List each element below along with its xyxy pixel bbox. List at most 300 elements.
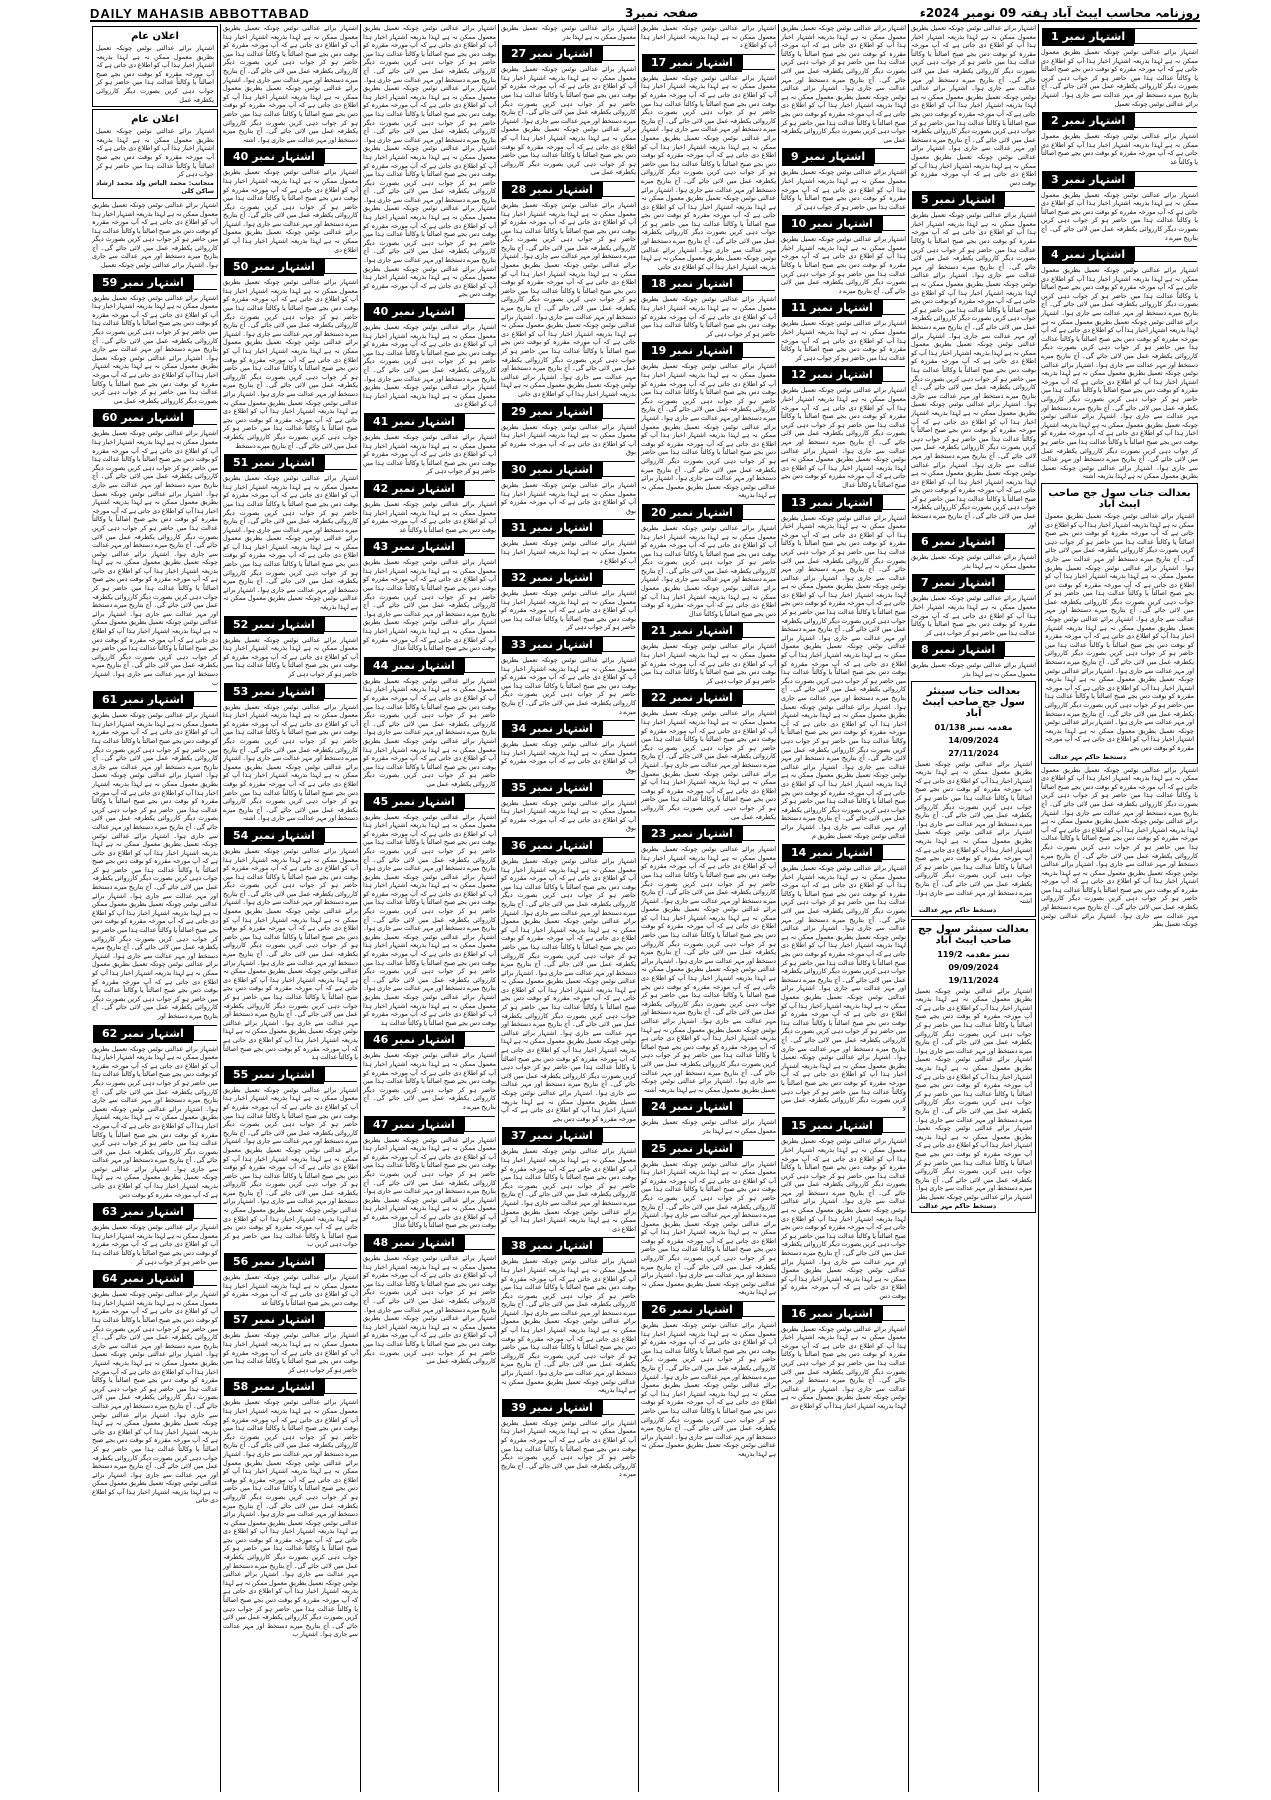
notice	[501, 519, 636, 565]
notice	[641, 54, 776, 272]
notice-number-badge: اشتہار نمبر 16	[782, 1305, 882, 1323]
notice-number-badge: اشتہار نمبر 31	[502, 519, 602, 537]
notice-number-badge: اشتہار نمبر 47	[364, 1116, 464, 1134]
notice-header-bar	[464, 538, 495, 554]
notice-header-bar	[742, 275, 775, 291]
notice-number-badge: اشتہار نمبر 21	[642, 622, 742, 640]
notice-header	[642, 275, 775, 293]
notice-number-badge: اشتہار نمبر 19	[642, 342, 742, 360]
notice	[223, 24, 358, 144]
notice	[1041, 28, 1198, 108]
notice-body-text: اشتہار برائے عدالتی نوٹس چونکہ تعمیل بطریق معمول ممکن نہ ہے لہذا بذریعہ اشتہار اخبار ہذا آپ کو اطلاع دی جاتی ہے کہ آپ مورخہ مقررہ کو بوقت دس بجے صبح اصالتاً یا وکالتاً عدالت ہذا میں حاضر ہو کر جواب دہی کریں بصورت دیگر کارروائی یکطرفہ عمل میں لائی جائے گی۔ آج بتاریخ میرے دستخط اور مہر عدالت سے جاری ہوا۔ اشتہار برائے عدالتی نوٹس چونکہ تعمیل بطریق معمول ممکن نہ ہے لہذا بذریعہ اشتہار اخبار ہذا آپ کو اطلاع دی	[223, 168, 358, 254]
notice-number-badge: اشتہار نمبر 41	[364, 413, 464, 431]
notice	[363, 657, 496, 789]
notice-header	[912, 641, 1035, 659]
notice	[363, 793, 496, 1028]
notice-header-bar	[324, 1378, 357, 1394]
notice-body-text: اشتہار برائے عدالتی نوٹس چونکہ تعمیل بطریق معمول ممکن نہ ہے لہذا بذریعہ اشتہار اخبار ہذا آپ کو اطلاع دی جاتی ہے کہ آپ مورخہ مقررہ کو بوقت دس بجے صبح اصالتاً یا وکالتاً عدالت ہذا میں حاضر ہو کر جواب دہی کر	[223, 635, 358, 678]
notice-body-text: اشتہار برائے عدالتی نوٹس چونکہ تعمیل بطریق معمول ممکن نہ ہے لہذا بذریعہ اشتہار اخبار ہذا آپ کو اطلاع دی جاتی ہے کہ آپ مورخہ مقررہ کو بوقت دس بجے صبح اصالتاً یا وکالتاً عدالت ہذا میں حاضر ہو کر جواب دہی کریں بصورت دیگر کارروائی یکطرفہ عمل میں لائی جائے گی۔ آج بتاریخ میرے دستخط اور مہر عدالت سے جاری ہوا۔ اشتہار برائے عدالتی نوٹس چونکہ تعمیل بطریق معمول ممکن نہ ہے لہذا بذریعہ اشتہار اخبار ہذا آپ کو اطلاع دی جاتی ہے کہ آپ مورخہ مقررہ کو بوقت دس بجے صبح اصالتاً یا وکالتاً عدالت ہذا میں حاضر ہو کر جواب دہی کریں بصورت دیگر کارروائی یکطرفہ عمل میں لائی جائے گی۔ آج بتاریخ میرے دستخط اور مہر عدالت سے جاری ہوا۔ اشتہار برائے عدالتی نوٹس چونکہ تعمیل بطریق معمول ممکن نہ ہے لہذا بذریعہ اشتہار اخبار ہذا آپ کو اطلاع دی جاتی ہے کہ آپ مورخہ مقررہ کو بوقت دس بجے صبح اصالتاً یا وکالتاً عدالت ہذا میں حاضر ہو کر جواب دہی کریں بصورت دیگر کارروائی یکطرفہ عمل میں لائی جائے گی۔ آج بتاریخ میرے دستخط اور مہر عدالت سے جاری ہوا۔ اشتہار برائے عدالتی نوٹس چونکہ تعمیل بطریق معمول ممکن نہ ہے لہذا بذریعہ اشتہار اخبار ہذا آپ کو اطلاع دی جاتی ہے کہ آپ مورخہ مقررہ کو بوقت دس بجے صبح اصالتاً یا وکالتاً عدالت ہذا میں حاضر ہو کر جواب دہی کریں بصورت دیگر کارروائی یکطرفہ عمل میں لائی جائے گی۔ آج بتاریخ میرے دستخط اور مہر عدالت سے جاری ہوا۔ اشتہار برائے عدالتی نوٹس چونکہ تعمیل بطریق معمول ممکن نہ ہے لہذا بذریعہ اشتہ	[641, 845, 776, 1094]
notice	[781, 844, 906, 1113]
notice-body-text: اشتہار برائے عدالتی نوٹس چونکہ تعمیل بطریق معمول ممکن نہ ہے لہذا بذریعہ اشتہار اخبار ہذا آپ کو اطلاع دی جاتی ہے کہ آپ مورخہ مقررہ کو بوقت دس بجے صبح اصالتاً یا وکالتاً عدالت ہذا میں حاضر ہو کر جواب دہی کر	[781, 319, 906, 362]
notice-body-text: اشتہار برائے عدالتی نوٹس چونکہ تعمیل بطریق معمول ممکن نہ ہے لہذا بذریعہ اشتہار اخبار ہذا آپ کو اطلاع دی جاتی ہے کہ آپ مورخہ مقررہ کو بوقت دس بجے صبح اصالتاً یا وکالتاً عدالت ہذا میں حاضر ہو کر جواب دہی کر	[641, 295, 776, 338]
notice-number-badge: اشتہار نمبر 30	[502, 461, 602, 479]
notice-body-text: اشتہار برائے عدالتی نوٹس چونکہ تعمیل بطریق معمول ممکن نہ ہے لہذا بذر	[911, 661, 1036, 678]
notice-body-text: اشتہار برائے عدالتی نوٹس چونکہ تعمیل بطریق معمول ممکن نہ ہے لہذا بذریعہ اشتہار اخبار ہذا آپ کو اطلاع دی جاتی ہے کہ آپ مورخہ مقررہ کو بوقت دس بجے صبح اصالتاً یا وکالتاً عدالت ہذا میں حاضر ہو کر جواب دہی کریں بصورت دیگر کارروائی یکطرفہ عمل میں لائی جائے گی۔ آج بتاریخ میرے دستخط اور مہر عدالت سے جاری ہوا۔ اشتہار برائے عدالتی نوٹس چونکہ تعمیل بطریق معمول ممکن نہ ہے لہذا بذریعہ اشتہار اخبار ہذا آپ کو اطلاع دی جاتی ہے کہ آپ مورخہ مقررہ کو بوقت دس بجے صبح اصالتاً یا وکالتاً عدالت ہذا میں حاضر ہو کر جواب دہی کریں بصورت دیگر کارروائی یکطرفہ عمل میں لائی جائے گی۔ آج بتاریخ میرے دستخط اور مہر عدالت سے جاری ہوا۔ اشتہار برائے عدالتی نوٹس چونکہ تعمیل بطریق معمول ممکن نہ ہے لہذا بذریعہ اشتہار اخبار ہذا آپ کو اطلاع دی جاتی ہے کہ آپ مورخہ مقررہ کو بوقت دس بجے صبح اصالتاً یا وکالتاً عدالت ہذا میں حاضر ہو کر جواب دہی کریں بصورت دیگر کارروائی یکطرفہ عمل میں لائی جائے گی۔ آج بتاریخ میرے دستخط اور مہر عدالت سے جاری ہوا۔ اشتہار برائے عدالتی نوٹس چونکہ تعمیل بطریق معمول ممکن نہ ہے لہذا بذریعہ اشتہار اخبار ہذا آپ کو اطلاع دی جاتی	[92, 1290, 218, 1505]
notice	[501, 837, 636, 1123]
notice-body-text: اشتہار برائے عدالتی نوٹس چونکہ تعمیل بطریق معمول ممکن نہ ہے لہذا بذریعہ اشتہار اخبار ہذا آپ کو اطلاع دی جاتی ہے کہ آپ مورخہ مقررہ کو بوقت دس بجے صبح اصالتاً یا وکالتاً عدالت ہذا میں حاضر ہو کر جواب دہی کر	[501, 589, 636, 632]
notice-body-text: اشتہار برائے عدالتی نوٹس چونکہ تعمیل بطریق معمول ممکن نہ ہے لہذا بذریعہ اشتہار اخبار ہذا آپ کو اطلاع دی جاتی ہے کہ آپ مورخہ مقررہ کو بوقت دس بجے صبح اصالتاً یا وکالتاً عدالت ہذا میں حاضر ہو کر جواب دہی کریں بصورت دیگر کارروائی یکطرفہ عمل میں لائی جائے گی۔ آج بتاریخ میرے دستخط اور مہر عدالت سے جاری ہوا۔ اشتہار برائے عدالتی نوٹس چونکہ تعمیل بطریق معمول ممکن نہ ہے لہذا بذریعہ اشتہار اخبار ہذا آپ کو اطلاع دی جاتی ہے کہ آپ مورخہ مقررہ کو بوقت دس بجے صبح اصالتاً یا وکالتاً عدالت ہذا میں حاضر ہو کر جواب دہی کریں بصورت دیگر کارروائی یکطرفہ عمل میں لائی جائے گی۔ آج بتاریخ میرے دستخط اور مہر عدالت سے جاری ہوا۔ اشتہار برائے عدالتی نوٹس چونکہ تعمیل بطریق معمول ممکن نہ ہے لہذا بذریعہ اشتہار اخبار ہذا آپ کو اطلاع دی جاتی ہے کہ آپ مورخہ مقررہ کو بوقت دس بجے صبح اصالتاً یا وکالتاً عدالت ہذا میں حاضر ہو کر جواب دہی کریں بصورت دیگر کارروائی یکطرفہ عمل میں لائی جائے گی۔ آج بتاریخ میرے دستخط اور مہر عدالت سے جاری ہوا۔ اشتہار برائے عدالتی نوٹس چونکہ تعمیل بطریق معمول ممکن نہ ہے لہذا بذریعہ اشتہار اخبار ہذا آپ کو اطلاع دی جاتی ہے کہ آپ مورخہ مقررہ کو بوقت دس بجے صبح اصالتاً یا وکالتاً عدالت ہذا میں حاضر ہو کر جواب دہی کریں بصورت دیگر کارروائی یکطرفہ عمل میں لائی جائے گی۔ آج بتاریخ میرے دستخط اور مہر عدالت سے جاری ہوا۔ اشتہار ب	[92, 429, 218, 687]
notice-body-text: اشتہار برائے عدالتی نوٹس چونکہ تعمیل بطریق معمول ممکن نہ ہے لہذا بذریعہ اشتہار اخبار ہذا آپ کو اطلاع دی جاتی ہے کہ آپ مورخہ مقررہ کو بوقت دس بجے صبح اصالتاً یا وکالتاً عدالت ہذا میں حاضر ہو کر جواب دہی کریں بصورت دیگر کارروائی یکطرفہ عمل میں لائی جائے گی۔ آج بتاریخ میرے دستخط اور مہر عدالت سے جاری ہوا۔ اشتہار برائے عدالتی نوٹس چونکہ تعمیل بطریق معمول ممکن نہ ہے لہذا بذریعہ اشتہار اخبار ہذا آپ کو اطلاع دی جاتی ہے کہ آپ مورخہ مقررہ کو بوقت دس بجے صبح اصالتاً یا وکالتاً عدالت ہذا میں حاضر ہو کر جواب دہی کریں بصورت دیگر کارروائی یکطرفہ عمل میں لائی جائے گی۔ آج بتاریخ میرے دستخط اور مہر عدالت سے جاری ہوا۔ اشتہار برائے عدالتی نوٹس چونکہ تعمیل بطریق معمول ممکن نہ ہے لہذا بذریعہ اشتہار اخبار ہذا آپ کو اطلاع دی جاتی ہے کہ آپ مورخہ مقررہ کو بوقت دس بجے صبح اصالتاً یا وکالتاً عدالت ہذا میں حاضر ہو کر جواب دہی کریں بصورت دیگر کارروائی یکطرفہ عمل میں لائی جائے گی۔ آج بتاریخ میرے دستخط اور مہر عدالت سے جاری ہوا۔ اشتہار برائے عدالتی نوٹس چونکہ تعمیل بطریق معمول ممکن نہ ہے لہذا بذریعہ اشتہار اخبار ہذا آپ کو اطلاع دی جاتی	[501, 200, 636, 398]
notice-number-badge: اشتہار نمبر 63	[93, 1203, 193, 1221]
notice-number-badge: اشتہار نمبر 38	[502, 1237, 602, 1255]
notice-number-badge: اشتہار نمبر 18	[642, 275, 742, 293]
notice-header	[224, 1378, 357, 1396]
notice-body-text: اشتہار برائے عدالتی نوٹس چونکہ تعمیل بطریق معمول ممکن نہ ہے لہذا بذریعہ اشتہار اخبار ہذا آپ کو اطلاع دی جاتی ہے کہ آپ مورخہ مقررہ کو بوقت دس بجے صبح اصالتاً یا وکالتاً عدالت ہذا میں حاضر ہو کر جواب دہی کریں بصورت دیگر کارروائی یکطرفہ عمل میں لائی جائے گی۔ آج بتاریخ میرے دستخط اور مہر عدالت سے جاری ہوا۔ اشتہار برائے عدالتی نوٹس چونکہ تعمیل بطریق معمول ممکن نہ ہے لہذا بذریعہ اشتہار اخبار ہذا آپ کو اطلاع دی جاتی ہے کہ آپ مورخہ مقررہ کو بوقت دس بجے صبح اصالتاً یا وکالتاً عدالت ہذا میں حاضر ہو کر جواب دہی کریں بصورت دیگر کارروائی یکطرفہ عمل میں لائی جائے گی۔ آج بتاریخ میرے دستخط اور مہر عدالت سے جاری ہوا۔ اشتہار برائے عدالتی نوٹس چونکہ تعمیل بطریق معمول ممکن نہ ہے لہذا بذریعہ اشتہار اخبار ہذا آپ کو اطلاع دی جاتی ہے کہ آپ مورخہ مقررہ کو بوقت دس	[911, 24, 1036, 187]
notice-header	[912, 191, 1035, 209]
notice-header-bar	[464, 413, 495, 429]
judge-signature: دستخط حاکم مہر عدالت	[919, 1201, 997, 1210]
notice-header	[782, 215, 905, 233]
notice-number-badge: اشتہار نمبر 8	[912, 641, 1004, 659]
notice-body-text: اشتہار برائے عدالتی نوٹس چونکہ تعمیل بطریق معمول ممکن نہ ہے لہذا بذریعہ اشتہار اخبار ہذا آپ کو اطلاع دی جاتی ہے کہ آپ مورخہ مقررہ کو بوقت دس بجے صبح اصالتاً یا وکالتاً عدالت ہذا میں حاضر ہو کر جواب دہی کریں بصورت دیگر کارروائی یکطرفہ عمل میں لائی جائے گی۔ آج بتاریخ میرے دستخط اور مہر عدالت سے جاری ہوا۔ اشتہار برائے عدالتی نوٹس چونکہ تعمیل	[92, 200, 218, 270]
notice-header-bar	[742, 1098, 775, 1114]
notice-body-text: اشتہار برائے عدالتی نوٹس چونکہ تعمیل بطریق معمول ممکن نہ ہے لہذا بذریعہ اشتہار اخبار ہذا آپ کو اطلاع دی جاتی ہے کہ آپ مورخہ مقررہ کو بوق	[501, 480, 636, 515]
notice-header	[502, 45, 635, 63]
notice-header	[93, 1270, 217, 1288]
notice-body-text: اشتہار برائے عدالتی نوٹس چونکہ تعمیل بطریق معمول ممکن نہ ہے لہذا بذریعہ اشتہار اخبار ہذا آپ کو اطلاع دی جاتی ہے کہ آپ مورخہ مقررہ کو بوقت دس بجے صبح اصالتاً یا وکالتاً عدالت ہذا میں حاضر ہو کر جواب دہی کریں بصورت دیگر کارروائی یکطرفہ عمل میں لائی جائے گی۔ آج بتاریخ میرے دستخط اور مہر عدالت سے جاری ہوا۔ اشتہار برائے عدالتی نوٹس چونکہ تعمیل بطریق معمول ممکن نہ ہے لہذا بذریعہ اشتہار اخبار ہذا آپ کو اطلاع دی جاتی ہے کہ آپ مورخہ مقررہ کو بوقت دس بجے صبح اصالتاً یا وکالتاً عدالت ہذا میں حاضر ہو کر جواب دہی کریں بصورت دیگر کارروائی یکطرفہ عمل میں لائی جائے گی۔ آج بتاریخ میرے دستخط اور مہر عدالت سے جاری ہوا۔ اشتہار برائے عدالتی نوٹس چونکہ تعمیل بطریق معمول ممکن نہ ہے لہذا بذریعہ	[223, 474, 358, 612]
notice-header-bar	[1004, 641, 1035, 657]
notice-body-text: اشتہار برائے عدالتی نوٹس چونکہ تعمیل بطریق معمول ممکن نہ ہے لہذا بذریعہ اشتہار اخبار ہذا آپ کو اطلاع دی جاتی ہے کہ آپ مورخہ مقررہ کو بوقت دس بجے صبح اصالتاً یا وکالتاً عدالت ہذا میں حاضر ہو کر جواب دہی کر	[781, 168, 906, 211]
notice-number-badge: اشتہار نمبر 26	[642, 1301, 742, 1319]
notice-body-text: اشتہار برائے عدالتی نوٹس چونکہ تعمیل بطریق معمول ممکن نہ ہے لہذا بذریعہ اشتہار اخبار ہذا آپ کو اطلاع دی جاتی ہے کہ آپ مورخہ مقررہ کو بوقت دس بجے صبح اصالتاً یا وکالتاً عدالت ہذا میں حاضر ہو کر جواب دہی کریں بصورت دیگر کارروائی یکطرفہ عمل	[96, 44, 214, 104]
notice-body-text: اشتہار برائے عدالتی نوٹس چونکہ تعمیل بطریق معمول ممکن نہ ہے لہذا بذریعہ اشتہار اخبار ہذا آپ کو اطلاع دی جاتی ہے کہ آپ مورخہ مقررہ کو بوقت دس بجے صبح اصالتاً یا وکالتاً عدالت ہذا میں حاضر ہو کر جواب دہی کریں بصورت دیگر کارروائی یکطرفہ عمل میں لائی جائے گی۔ آج بتاریخ میرے دستخط اور مہر عدالت سے جاری ہوا۔ اشتہار برائے عدالتی نوٹس چونکہ تعمیل بطریق معمول ممکن نہ ہے لہذا بذریعہ اشتہار اخبار ہذا آپ کو اطلاع دی جاتی ہے کہ آپ مورخہ مقررہ کو بوقت دس بجے صبح اصالتاً یا وکالتاً عدالت ہذا میں حاضر ہو کر جواب دہی کریں بصورت دیگر کارروائی یکطرفہ عمل میں لائی جائے گی۔ آج بتاریخ میرے دستخط اور مہر عدالت سے جاری ہوا۔ اشتہار برائے عدالتی نوٹس چونکہ تعمیل بطریق معمول ممکن نہ ہے لہذا بذریعہ اشتہار اخبار ہذا آپ کو اطلاع دی جاتی ہے کہ آپ مورخہ مقررہ کو بوقت دس بجے صبح اصالتاً یا وکالتاً عدالت ہذا میں حاضر ہو کر جواب دہی کریں بصورت دیگر کارروائی یکطرفہ عمل میں لائی جائے گی۔ آج بتاریخ میرے دستخط اور مہر عدالت سے جاری ہوا۔ اشتہار برائے عدالتی نوٹس چونکہ تعمیل بطریق معمول ممکن نہ ہے لہذا بذریعہ اشتہار اخبار ہذا آپ کو اطلاع دی جاتی ہے کہ آپ مورخہ مقررہ کو بوقت دس بجے صبح اصالتاً یا وکالتاً عدالت ہذا میں حاضر ہو کر جواب دہی کریں بصورت دیگر کارروائی یکطرفہ عمل میں لائی جائے گی۔ آج بتاریخ میرے دستخط اور مہر عدالت سے جاری ہوا۔ اشتہار ب	[223, 1398, 358, 1639]
notice-number-badge: اشتہار نمبر 9	[782, 148, 874, 166]
notice-body-text: اشتہار برائے عدالتی نوٹس چونکہ تعمیل بطریق معمول ممکن نہ ہے لہذا بذریعہ اشتہار اخبار ہذا آپ کو اطلاع دی جاتی ہے کہ آپ مورخہ مقررہ کو بوقت دس بجے صبح اصالتاً یا وکالتاً عدالت ہذا میں حاضر ہو کر جواب دہی کریں بصورت دیگر کارروائی یکطرفہ عمل میں لائی جائے گی۔ آج بتاریخ میرے د	[501, 1418, 636, 1479]
notice-body-text: اشتہار برائے عدالتی نوٹس چونکہ تعمیل بطریق معمول ممکن نہ ہے لہذا بذریعہ اشتہار اخبار ہذا آپ کو اطلاع دی جاتی ہے کہ آپ مورخہ مقررہ کو بوق	[501, 422, 636, 457]
notice-body-text: اشتہار برائے عدالتی نوٹس چونکہ تعمیل بطریق معمول ممکن نہ ہے لہذا بذریعہ اشتہار اخبار ہذا آپ کو اطلاع دی جاتی ہے کہ آپ مورخہ مقررہ کو بوقت دس بجے صبح اصالتاً یا وکالتاً عدالت ہذا میں حاضر ہو کر جواب دہی کریں بصورت دیگر کارروائی یکطرفہ عمل میں لائی جائے گی۔ آج بتاریخ میرے د	[781, 235, 906, 295]
notice-header-bar	[193, 274, 217, 290]
notice-number-badge: اشتہار نمبر 62	[93, 1025, 193, 1043]
masthead-rule	[90, 20, 1200, 22]
notice-header-bar	[602, 779, 635, 795]
notice-body-text: اشتہار برائے عدالتی نوٹس چونکہ تعمیل بطریق معمول ممکن نہ ہے لہذا بذریعہ اشتہار اخبار ہذا آپ کو اطلاع دی جاتی ہے کہ آپ مورخہ مقررہ کو بوقت دس بجے صبح اصالتاً یا وکالتاً عدالت ہذا میں حاضر ہو کر جواب دہی کریں بصورت دیگر کارروائی یکطرفہ عمل میں لائی جائے گی۔ آج بتاریخ میرے دستخط اور مہر عدالت سے جاری ہوا۔ اشتہار برائے عدالتی نوٹس چونکہ تعمیل بطریق معمول ممکن نہ ہے لہذا بذریعہ اشتہار اخبار ہذا آپ کو اطلاع دی جاتی ہے کہ آپ مورخہ مقررہ کو بوقت دس بجے صبح اصالتاً یا وکالتاً عدالت ہذا میں حاضر ہو کر جواب دہی کریں بصورت دیگر کارروائی یکطرفہ عمل میں لائی جائے گی۔ آج بتاریخ میرے دستخط اور مہر عدالت سے جاری ہوا۔ اشتہار برائے عدالتی نوٹس چونکہ تعمیل بطریق معمول ممکن نہ ہے لہذا بذریعہ اشتہار اخبار ہذا آپ کو اطلاع دی جاتی ہے کہ آپ مورخہ مقررہ کو بوقت دس بجے صبح اصالتاً یا وکالتاً عدالت ہذا میں حاضر ہو کر جواب دہی کریں بصورت دیگر کارروائی یکطرفہ عمل میں لائی جائے گی۔ آج بتاریخ میرے دستخط اور مہر عدالت سے جاری ہوا۔ اشتہار برائے عدالتی نوٹس چونکہ تعمیل بطریق معمول ممکن نہ ہے لہذا بذریعہ اشتہار اخبار ہذا آپ کو اطلاع دی جاتی ہے کہ آپ مورخہ مقررہ کو بوقت دس بجے صبح اصالتاً یا وکالتاً عدالت ہذ	[363, 812, 496, 1027]
notice-title: اعلان عام	[131, 31, 179, 42]
classified-columns	[90, 24, 1200, 1792]
notice-header-bar	[193, 1203, 217, 1219]
notice	[363, 538, 496, 653]
notice	[1041, 112, 1198, 166]
notice-header-bar	[882, 1117, 905, 1133]
notice	[363, 480, 496, 534]
court-dates	[915, 721, 1032, 760]
notice-number-badge: اشتہار نمبر 28	[502, 181, 602, 199]
notice-body-text: اشتہار برائے عدالتی نوٹس چونکہ تعمیل بطریق معمول ممکن نہ ہے لہذا بذریعہ اشتہار اخبار ہذا آپ کو اطلاع دی جاتی ہے کہ آپ مورخہ مقررہ کو بوقت دس بجے صبح اصالتاً یا وکالتاً عدالت ہذا میں حاضر ہو کر جواب دہی کر	[223, 1331, 358, 1374]
notice-header	[224, 1311, 357, 1329]
notice-header	[782, 494, 905, 512]
notice-number-badge: اشتہار نمبر 48	[364, 1234, 464, 1252]
notice-header	[502, 837, 635, 855]
notice-header	[642, 689, 775, 707]
notice-number-badge: اشتہار نمبر 11	[782, 299, 882, 317]
notice-header-bar	[602, 519, 635, 535]
notice-number-badge: اشتہار نمبر 4	[1042, 246, 1134, 264]
notice	[911, 641, 1036, 678]
notice	[363, 24, 496, 299]
notice	[1041, 171, 1198, 243]
notice-header-bar	[882, 494, 905, 510]
notice-header	[224, 827, 357, 845]
notice	[501, 1127, 636, 1233]
notice-number-badge: اشتہار نمبر 54	[224, 827, 324, 845]
notice-header	[364, 538, 495, 556]
notice-number-badge: اشتہار نمبر 39	[502, 1399, 602, 1417]
court-date: 27/11/2024	[948, 748, 999, 758]
notice-body-text: اشتہار برائے عدالتی نوٹس چونکہ تعمیل بطریق معمول ممکن نہ ہے لہذا بذریعہ اشتہار اخبار ہذا آپ کو اطلاع دی جاتی ہے کہ آپ مورخہ مقررہ کو بوقت دس بجے صبح اصالتاً یا وکالتاً عدالت ہذا میں حاضر ہو کر جواب دہی کریں بصورت دیگر کارروائی یکطرفہ عمل میں لائی جائے گی۔ آج بتاریخ میرے دستخط اور مہر عدالت سے جاری ہوا۔ اشتہار برائے عدالتی نوٹس چونکہ تعمیل بطریق معمول ممکن نہ ہے لہذا بذریعہ اشتہار اخبار ہذا آپ کو اطلاع دی جاتی ہے کہ آپ مورخہ مقررہ کو بوقت دس بجے صبح اصالتاً یا وکالتاً عدالت ہذا میں حاضر ہو کر جواب دہی کریں بصورت دیگر کارروائی یکطرفہ عمل می	[92, 293, 218, 405]
column-1	[90, 24, 220, 1792]
notice-body-text: اشتہار برائے عدالتی نوٹس چونکہ تعمیل بطریق معمول ممکن نہ ہے لہذا بذر	[641, 1118, 776, 1135]
notice-header-bar	[742, 54, 775, 70]
notice-number-badge: اشتہار نمبر 40	[224, 148, 324, 166]
notice-header-bar	[193, 1025, 217, 1041]
notice-header-bar	[324, 616, 357, 632]
newspaper-name: DAILY MAHASIB ABBOTTABAD	[90, 6, 310, 21]
notice-number-badge: اشتہار نمبر 40	[364, 303, 464, 321]
notice-header	[1042, 28, 1197, 46]
court-dates	[915, 948, 1032, 987]
notice-body-text: اشتہار برائے عدالتی نوٹس چونکہ تعمیل بطریق معمول ممکن نہ ہے لہذا بذر	[501, 24, 636, 41]
notice-header	[642, 1140, 775, 1158]
notice	[641, 342, 776, 500]
notice	[911, 574, 1036, 637]
notice	[641, 622, 776, 685]
notice-header	[364, 480, 495, 498]
notice-header-bar	[882, 299, 905, 315]
notice-number-badge: اشتہار نمبر 1	[1042, 28, 1134, 46]
notice-header-bar	[1134, 28, 1197, 44]
notice-header	[502, 779, 635, 797]
notice	[363, 413, 496, 476]
notice	[501, 1399, 636, 1479]
notice-number-badge: اشتہار نمبر 17	[642, 54, 742, 72]
notice	[223, 1311, 358, 1374]
notice-body-text: اشتہار برائے عدالتی نوٹس چونکہ تعمیل بطریق معمول ممکن نہ ہے لہذا بذریعہ اشتہار اخبار ہذا آپ کو اطلاع دی جاتی ہے کہ آپ مورخہ مقررہ کو بوق	[501, 740, 636, 774]
notice-title: بعدالت سینئر سول جج صاحب ایبٹ آباد	[918, 923, 1029, 946]
notice	[223, 148, 358, 254]
notice-body-text: اشتہار برائے عدالتی نوٹس چونکہ تعمیل بطریق معمول ممکن نہ ہے لہذا بذریعہ اشتہار اخبار ہذا آپ کو اطلاع دی جاتی ہے کہ آپ مورخہ مقررہ کو بوقت دس بجے صبح اصالتاً یا وکالتاً عد	[363, 499, 496, 534]
court-date: نمبر مقدمہ 119/2	[937, 949, 1010, 959]
notice-header-bar	[324, 827, 357, 843]
notice-body-text: اشتہار برائے عدالتی نوٹس چونکہ تعمیل بطریق معمول ممکن نہ ہے لہذا بذریعہ اشتہار اخبار ہذا آپ کو اطلاع دی جاتی ہے کہ آپ مورخہ مقررہ کو بوقت دس بجے صبح اصالتاً یا وکالتاً عد	[1041, 132, 1198, 166]
notice-header-bar	[324, 1066, 357, 1082]
notice-header	[502, 1127, 635, 1145]
notice-body-text: اشتہار برائے عدالتی نوٹس چونکہ تعمیل بطریق معمول ممکن نہ ہے لہذا بذریعہ اشتہار اخبار ہذا آپ کو اطلاع دی جاتی ہے کہ آپ مورخہ مقررہ کو بوقت دس بجے صبح اصالتاً یا وکالتاً عدالت ہذا میں حاضر ہو کر جواب دہی کریں بصورت دیگر کارروائی یکطرفہ عمل میں لائی جائے گی۔ آج بتاریخ میرے دستخط اور مہر عدالت سے جاری ہوا۔ اشتہار برائے عدالتی نوٹس چونکہ تعمیل بطریق معمول ممکن نہ ہے لہذا بذریعہ اشتہار اخبار ہذا آپ کو اطلاع دی جاتی ہے کہ آپ مورخہ مقررہ کو بوقت دس بجے صبح اصالتاً یا وکالتاً عدالت ہذا میں حاضر ہو کر جواب دہی کریں بصورت دیگر کارروائی یکطرفہ عمل می	[363, 1254, 496, 1366]
notice-header	[912, 574, 1035, 592]
notice	[92, 1270, 218, 1505]
notice-body-text: اشتہار برائے عدالتی نوٹس چونکہ تعمیل بطریق معمول ممکن نہ ہے لہذا بذریعہ اشتہار اخبار ہذا آپ کو اطلاع دی جاتی ہے کہ آپ مورخہ مقررہ کو بوقت دس بجے صبح اصالتاً یا وکالتاً عدالت ہذا میں حاضر ہو کر جواب دہی کریں بصورت دیگر کارروائی یکطرفہ عمل میں لائی جائے گی۔ آج بتاریخ میرے دستخط اور مہر عدالت سے جاری ہوا۔ اشتہار برائے عدالتی نوٹس چونکہ تعمیل بطریق معمول ممکن نہ ہے لہذا بذریعہ اشتہار اخبار ہذا آپ کو اطلاع دی	[781, 1324, 906, 1410]
notice-body-text: اشتہار برائے عدالتی نوٹس چونکہ تعمیل بطریق معمول ممکن نہ ہے لہذا بذریعہ اشتہار اخبار ہذا آپ کو اطلاع دی جاتی ہے کہ آپ مورخہ مقررہ کو بوقت دس بجے صبح اصالتاً یا وکالتاً عدالت ہذا میں حاضر ہو کر جواب دہی کریں بصورت دیگر کارروائی یکطرفہ عمل میں لائی جائے گی۔ آج بتاریخ میرے د	[1041, 190, 1198, 242]
notice	[223, 616, 358, 679]
notice-header-bar	[742, 504, 775, 520]
notice-header-bar	[1134, 171, 1197, 187]
notice-number-badge: اشتہار نمبر 6	[912, 533, 1004, 551]
notice	[223, 1066, 358, 1249]
notice-body-text: اشتہار برائے عدالتی نوٹس چونکہ تعمیل بطریق معمول ممکن نہ ہے لہذا بذریعہ اشتہار اخبار ہذا آپ کو اطلاع دی جاتی ہے کہ آپ مورخہ مقررہ کو بوقت دس بجے صبح اصالتاً یا وکالتاً عدالت ہذا میں حاضر ہو کر جواب دہی کریں بصورت دیگر کارروائی یکطرفہ عمل میں لائی جائے گی۔ آج بتاریخ میرے دستخط اور مہر عدالت سے جاری ہوا۔ اشتہار برائے عدالتی نوٹس چونکہ تعمیل بطریق معمول ممکن نہ ہے لہذا بذریعہ اشتہار اخبار ہذا آپ کو اطلاع دی جاتی ہے کہ آپ مورخہ مقررہ کو بوقت دس بجے صبح اصالتاً یا وکالتاً عدالت ہذا میں حاضر ہو کر جواب دہی کریں بصورت دیگر کارروائی یکطرفہ عمل میں لائی جائے گی۔ آج بتاریخ میرے دستخط اور مہر عدالت سے جاری ہوا۔ اشتہار برائے عدالتی نوٹس چونکہ تعمیل بطریق معمول ممکن نہ ہے لہذا بذریعہ اشتہار اخبار ہذا آپ کو اطلاع دی جاتی ہے کہ آپ مورخہ مقررہ کو بوقت دس بجے صبح اصالتاً یا وکالتاً عدالت ہذا میں حاضر ہو کر جواب دہی کریں بصورت دیگر کارروائی یکطرفہ عمل میں لائی جائے گی۔ آج بتاریخ میرے دستخط اور مہر عدالت سے جاری ہوا۔ اشتہار برائے عدالتی نوٹس چونکہ تعمیل بطریق معمول ممکن نہ ہے لہذا بذریعہ اشتہار اخبار ہذا آپ کو اطلاع دی جاتی ہے کہ آپ مورخہ مقررہ کو بوقت دس بجے صبح اصالتاً یا وکالتاً عدالت ہذا میں حاضر ہو کر جواب دہی کریں بصورت دیگر کارروائی یکطرفہ عمل میں لائی جائے گی۔ آج بتاریخ میرے دستخط اور مہر عدالت سے جاری ہوا۔ اشتہار برائے عدالتی نوٹس چونکہ تعمیل بطریق معمول ممکن نہ ہے لہذا بذریعہ اشتہ	[1041, 266, 1198, 481]
notice-body-text: اشتہار برائے عدالتی نوٹس چونکہ تعمیل بطریق معمول ممکن نہ ہے لہذا بذریعہ اشتہار اخبار ہذا آپ کو اطلاع دی جاتی ہے کہ آپ مورخہ مقررہ کو بوقت دس بجے صبح اصالتاً یا وکالتاً عدالت ہذا میں حاضر ہو کر جواب دہی کریں بصورت دیگر کارروائی یکطرفہ عمل میں لائی جائے گی۔ آج بتاریخ میرے دستخط اور مہر عدالت سے جاری ہوا۔ اشتہار برائے عدالتی نوٹس چونکہ تعمیل بطریق معمول ممکن نہ ہے لہذا بذریعہ اشتہار اخبار ہذا آپ کو اطلاع دی جاتی ہے کہ آپ مورخہ مقررہ کو بوقت دس بجے صبح اصالتاً یا وکالتاً عدالت ہذا میں حاضر ہو کر جواب دہی کریں بصورت دیگر کارروائی یکطرفہ عمل میں لائی جائے گی۔ آج بتاریخ میرے دستخط اور مہر عدالت سے جاری ہوا۔ اشتہار برائے عدالتی نوٹس چونکہ تعمیل بطریق معمول ممکن نہ ہے لہذا بذریعہ اشتہار اخبار ہذا آپ کو اطلاع دی جاتی ہے کہ آپ مورخہ مقررہ کو بوقت دس	[781, 1137, 906, 1300]
notice-header	[364, 1031, 495, 1049]
notice-number-badge: اشتہار نمبر 5	[912, 191, 1004, 209]
notice	[223, 683, 358, 823]
notice	[501, 461, 636, 515]
notice-header	[93, 274, 217, 292]
notice-header-bar	[742, 825, 775, 841]
notice-body-text: اشتہار برائے عدالتی نوٹس چونکہ تعمیل بطریق معمول ممکن نہ ہے لہذا بذریعہ اشتہار اخبار ہذا آپ کو اطلاع دی جاتی ہے کہ آپ مورخہ مقررہ کو بوقت دس بجے صبح اصالتاً یا وکالتاً عدالت ہذا میں حاضر ہو کر جواب دہی کریں بصورت دیگر کارروائی یکطرفہ عمل میں لائی جائے گی۔ آج بتاریخ میرے دستخط اور مہر عدالت سے جاری ہوا۔ اشتہار برائے عدالتی نوٹس چونکہ تعمیل بطریق معمول ممکن نہ ہے لہذا بذریعہ اشتہار اخبار ہذا آپ کو اطلاع دی جاتی ہے کہ آپ مورخہ مقررہ کو بوقت دس بجے صبح اصالتاً یا وکالتاً عدالت ہذا میں حاضر ہو کر جواب دہی کریں بصورت دیگر کارروائی یکطرفہ عمل میں لائی جائے گی۔ آج بتاریخ میرے دستخط اور مہر عدالت سے جاری ہوا۔ اشتہار برائے عدالتی نوٹس چونکہ تعمیل بطریق معمول ممکن نہ ہے لہذا بذریعہ اشتہار اخبار ہذا آپ کو اطلاع دی جاتی ہے کہ آپ مورخہ مقررہ کو بوقت دس بجے صبح اصالتاً یا وکالتاً عدالت ہذا میں حاضر ہو کر جواب دہی کریں بصورت دیگر کارروائی یکطرفہ عمل میں لائی جائے گی۔ آج بتاریخ میرے دستخط اور مہر عدالت سے جاری ہوا۔ اشتہار برائے عدالتی نوٹس چونکہ تعمیل بطریق معمول ممکن نہ ہے لہذا بذریعہ اشتہار اخبار ہذا آپ کو اطلاع دی جاتی ہے کہ آپ مورخہ مقررہ کو بوقت دس بجے صبح اصالتاً یا وکالتاً عدالت ہذا میں حاضر ہو کر جواب دہی کریں بصورت دیگر کارروائی یکطرفہ عمل میں لائی جائے گی۔ آج بتاریخ میرے دستخط اور مہر عدالت سے جاری ہوا۔ اشتہار برائے عدالتی نوٹس چونکہ تعمیل بطریق معمول ممکن نہ ہے لہذا بذریعہ اشتہار اخبار ہذا آپ کو اطلاع دی جاتی ہے کہ آپ مورخہ مقررہ کو بوقت دس بجے صبح اصالتاً یا وکالتاً عدالت ہذا میں حاضر ہو کر جواب دہی کریں بصورت دیگر کارروائی یکطرفہ عمل میں لائی جائے گی۔ آج بتاریخ میرے دستخط اور مہر عدالت سے جاری ہوا۔ اشتہار برائے عدالتی نوٹس چونکہ تعمیل بطریق م	[781, 513, 906, 840]
notice-header	[502, 1399, 635, 1417]
notice-header-bar	[602, 1399, 635, 1415]
notice-body-text: اشتہار برائے عدالتی نوٹس چونکہ تعمیل بطریق معمول ممکن نہ ہے لہذا بذریعہ اشتہار اخبار ہذا آپ کو اطلاع دی جاتی ہے کہ آپ مورخہ مقررہ کو بوقت دس بجے صبح اصالتاً یا وکالتاً عدالت ہذا میں حاضر ہو کر جواب دہی کریں بصورت دیگر کارروائی یکطرفہ عمل میں لائی جائے گی۔ آج بتاریخ میرے دستخط اور مہر عدالت سے جاری ہوا۔ اشتہار برائے عدالتی نوٹس چونکہ تعمیل بطریق معمول ممکن نہ ہے لہذا بذریعہ اشتہار اخبار ہذا آپ کو اطلاع دی جاتی ہے کہ آپ مورخہ مقررہ کو بوقت دس بجے صبح اصالتاً یا وکالتاً عدالت ہذا میں حاضر ہو کر جواب دہی کریں بصورت دیگر کارروائی یکطرفہ عمل میں لائی جائے گی۔ آج بتاریخ میرے دستخط اور مہر عدالت سے جاری ہوا۔ اشتہار برائے عدالتی نوٹس چونکہ تعمیل بطریق معمول ممکن نہ ہے لہذا بذریعہ	[501, 1257, 636, 1395]
notice-header-bar	[602, 837, 635, 853]
notice-header-bar	[464, 1234, 495, 1250]
notice	[781, 24, 906, 144]
notice-body-text: اشتہار برائے عدالتی نوٹس چونکہ تعمیل بطریق معمول ممکن نہ ہے لہذا بذریعہ اشتہار اخبار ہذا آپ کو اطلاع دی جاتی ہے کہ آپ مورخہ مقررہ کو بوقت دس بجے صبح اصالتاً یا وکالتاً عدالت ہذا میں حاضر ہو کر جواب دہی کریں بصورت دیگر کارروائی یکطرفہ عمل میں لائی جائے گی۔ آج بتاریخ میرے دستخط اور مہر عدالت سے جاری ہوا۔ اشتہار برائے عدالتی نوٹس چونکہ تعمیل بطریق معمول ممکن نہ ہے لہذا بذریعہ اشتہار اخبار ہذا آپ کو اطلاع دی جاتی ہے کہ آپ مورخہ مقررہ کو بوقت دس بجے صبح اصالتاً یا وکالتاً عدالت ہذا میں حاضر ہو کر جواب دہی کریں بصورت دیگر کارروائی یکطرفہ عمل میں لائی جائے گی۔ آج بتاریخ میرے دستخط اور مہر عدالت سے جاری ہوا۔ اشتہار برائے عدالتی نوٹس چونکہ تعمیل بطریق معمول ممکن نہ ہے لہذا بذریعہ اشتہار اخبار ہذا آپ کو اطلاع دی جاتی ہے کہ آپ مورخہ مقررہ کو بوقت دس بجے صبح اصالتاً یا وکالتاً عدالت ہذا میں حاضر ہو کر جواب دہی کریں بصورت دیگر کارروائی یکطرفہ عمل میں لائی جائے گی۔ آج بتاریخ میرے دستخط اور مہر عدالت سے جاری ہوا۔ اشتہار برائے عدالتی نوٹس چونکہ تعمیل بطریق معمول ممکن نہ ہے لہذا بذریعہ اشتہار اخبار ہذا آپ کو اطلاع دی جاتی ہے کہ آپ مورخہ مقررہ کو بوقت دس بجے صبح اصالتاً یا وکالتاً عدالت ہذ	[223, 846, 358, 1062]
notice-header-bar	[324, 258, 357, 274]
notice-body-text: اشتہار برائے عدالتی نوٹس چونکہ تعمیل بطریق معمول ممکن نہ ہے لہذا بذریعہ اشتہار اخبار ہذا آپ کو اطلاع دی جاتی ہے کہ آپ مورخہ مقررہ کو بوقت دس بجے صبح اصالتاً یا وکالتاً عدالت ہذا میں حاضر ہو کر جواب دہی کریں بصورت دیگر کارروائی یکطرفہ عمل میں لائی جائے گی۔ آج بتاریخ میرے دستخط اور مہر عدالت سے جاری ہوا۔ اشتہار برائے عدالتی نوٹس چونکہ تعمیل بطریق معمول ممکن نہ ہے لہذا بذریعہ اشتہار اخبار ہذا آپ کو اطلاع دی جاتی ہے کہ آپ مورخہ مقررہ کو بوقت دس بجے صبح اصالتاً یا وکالتاً عدالت ہذا میں حاضر ہو کر جواب دہی کریں بصورت دیگر کارروائی یکطرفہ عمل میں لائی جائے گی۔ آج بتاریخ میرے دستخط اور مہر عدالت سے جاری ہوا۔ اشتہار برائے عدالتی نوٹس چونکہ تعمیل بطریق معمول ممکن نہ ہے لہذا بذریعہ	[641, 1321, 776, 1458]
notice	[781, 366, 906, 489]
notice-body-text: اشتہار برائے عدالتی نوٹس چونکہ تعمیل بطریق معمول ممکن نہ ہے لہذا بذریعہ اشتہار اخبار ہذا آپ کو اطلاع دی جاتی ہے کہ آپ مورخہ مقررہ کو بوقت دس بجے صبح اصالتاً یا وکالتاً عدالت ہذا میں حاضر ہو کر جواب دہی کریں بصورت دیگر کارروائی یکطرفہ عمل میں لائی جائے گی۔ آج بتاریخ میرے دستخط اور مہر عدالت سے جاری ہوا۔ اشتہار برائے عدالتی نوٹس چونکہ تعمیل بطریق معمول ممکن نہ ہے لہذا بذریعہ اشتہار اخبار ہذا آپ کو اطلاع دی جاتی ہے کہ آپ مورخہ مقررہ کو بوقت دس بجے صبح اصالتاً یا وکالتاً عدالت ہذا میں حاضر ہو کر جواب دہی کریں بصورت دیگر کارروائی یکطرفہ عمل میں لائی جائے گی۔ آج بتاریخ میرے دستخط اور مہر عدالت سے جاری ہوا۔ اشتہار برائے عدالتی نوٹس چونکہ تعمیل بطریق معمول ممکن نہ ہے لہذا بذریعہ اشتہار اخبار ہذا آپ کو اطلاع دی جاتی ہے کہ آپ مورخہ مقررہ کو بوقت دس بجے صبح اصالتاً یا وکالتاً عدالت ہذا میں حاضر ہو کر جواب دہی کریں بصورت دیگر کارروائی یکطرفہ عمل میں لائی جائے گی۔ آج بتاریخ میرے دستخط اور مہر عدالت سے جاری ہوا۔ اشتہار برائے عدالتی نوٹس چونکہ تعمیل بطریق معمول ممکن نہ ہے لہذا بذریعہ اشتہار اخبار ہذا آپ کو اطلاع دی جاتی ہے کہ آپ مورخہ مقررہ کو بوقت دس بجے صبح اصالتاً یا وکالتاً عدالت ہذا میں حاضر ہو کر جواب دہی کریں بصورت دیگر کارروائی یکطرفہ عمل میں لائی جائے گی۔ آج بتاریخ میرے دستخط اور مہر عدالت سے جاری ہوا۔ اشتہار برائے عدالتی نوٹس چونکہ تعمیل بطریق معمول ممکن نہ ہے لہذا بذریعہ اشتہار اخبار ہذا آپ کو اطلاع دی جاتی ہے کہ آپ مورخہ مقررہ کو بوقت دس بجے صبح اصالتاً یا وکالتاً عدالت ہذا میں حاضر ہو کر جواب دہی کریں بصورت دیگر کارروائی یکطرفہ عمل میں لائی جائے گی۔ آج بتاریخ میرے دستخط اور	[92, 711, 218, 1020]
notice	[501, 403, 636, 457]
notice	[1041, 246, 1198, 481]
notice-header	[782, 299, 905, 317]
notice-number-badge: اشتہار نمبر 34	[502, 720, 602, 738]
column-6	[778, 24, 908, 1792]
notice-body-text: اشتہار برائے عدالتی نوٹس چونکہ تعمیل بطریق معمول ممکن نہ ہے لہذا بذریعہ اشتہار اخبار ہذا آپ کو اطلاع دی جاتی ہے کہ آپ مورخہ مقررہ کو بوقت دس بجے صبح اصالتاً یا وکالتاً عد	[223, 1273, 358, 1307]
notice	[1041, 766, 1198, 929]
notice-header-bar	[882, 215, 905, 231]
notice-header-bar	[193, 1270, 217, 1286]
notice-body-text: اشتہار برائے عدالتی نوٹس چونکہ تعمیل بطریق معمول ممکن نہ ہے لہذا بذریعہ اشتہار اخبار ہذا آپ کو اطلاع دی جاتی ہے کہ آپ مورخہ مقررہ کو بوقت دس بجے صبح اصالتاً یا وکالتاً عدالت ہذا میں حاضر ہو کر جواب دہی کریں بصورت دیگر کارروائی یکطرفہ عمل میں لائی جائے گی۔ آج بتاریخ میرے دستخط اور مہر عدالت سے جاری ہوا۔ اشتہار برائے عدالتی نوٹس چونکہ تعمیل بطریق معمول ممکن نہ ہے لہذا بذریعہ اشتہار اخبار ہذا آپ کو اطلاع دی جاتی ہے کہ آپ مورخہ مقررہ کو بوقت دس بجے صبح اصالتاً یا وکالتاً عدالت ہذا میں حاضر ہو کر جواب دہی کریں بصورت دیگر کارروائی یکطرفہ عمل میں لائی جائے گی۔ آج بتاریخ میرے دستخط اور مہر عدالت سے جاری ہوا۔ اشتہار برائے عدالتی نوٹس چونکہ تعمیل بطریق معمول ممکن نہ ہے لہذا بذریعہ اشتہار اخبار ہذا آپ کو اطلاع دی جاتی ہے کہ آپ مورخہ مقررہ کو بوقت دس بجے صبح اصالتاً یا وکالتاً عدالت ہذا میں حاضر ہو کر جواب دہی کریں بصورت دیگر کارروائی یکطرفہ عمل میں لائی جائے گی۔ آج بتاریخ میرے دستخط اور مہر عدالت سے جاری ہوا۔ اشتہار برائے عدالتی نوٹس چونکہ تعمیل بطر	[1041, 765, 1198, 929]
notice	[641, 24, 776, 50]
notice	[92, 274, 218, 406]
notice-body-text: اشتہار برائے عدالتی نوٹس چونکہ تعمیل بطریق معمول ممکن نہ ہے لہذا بذریعہ اشتہار اخبار ہذا آپ کو اطلاع دی جاتی ہے کہ آپ مورخہ مقررہ کو بوقت دس بجے صبح اصالتاً یا وکالتاً عدالت ہذا میں حاضر ہو کر جواب دہی کریں بصورت دیگر کارروائی یکطرفہ عمل میں لائی جائے گی۔ آج بتاریخ میرے دستخط اور مہر عدالت سے جاری ہوا۔ اشتہار برائے عدالتی نوٹس چونکہ تعمیل بطریق معمول ممکن نہ ہے لہذا بذریعہ اشتہار اخبار ہذا آپ کو اطلاع دی جاتی ہے کہ آپ مورخہ مقررہ کو بوقت دس بجے صبح اصالتاً یا وکالتاً عدالت ہذا میں حاضر ہو کر جواب دہی کریں بصورت دیگر کارروائی یکطرفہ عمل میں لائی جائے گی۔ آج بتاریخ میرے دستخط اور مہر عدالت سے جاری ہوا۔ اشتہار برائے عدالتی نوٹس چونکہ تعمیل بطریق معمول ممکن نہ ہے لہذا بذریعہ اشتہار اخبار ہذا آپ کو اطلاع دی جاتی ہے کہ آپ مورخہ مقررہ کو بوقت دس بجے صبح اصالتاً یا وکالتاً عدالت ہذا میں حاضر ہو کر جواب دہی کریں ب	[223, 1085, 358, 1249]
notice-header	[364, 303, 495, 321]
notice	[501, 569, 636, 632]
notice-header-bar	[464, 1116, 495, 1132]
notice-number-badge: اشتہار نمبر 55	[224, 1066, 324, 1084]
notice-body-text: اشتہار برائے عدالتی نوٹس چونکہ تعمیل بطریق معمول ممکن نہ ہے لہذا بذریعہ اشتہار اخبار ہذا آپ کو اطلاع دی جاتی ہے کہ آپ مورخہ مقررہ کو بوقت دس بجے صبح اصالتاً یا وکالتاً عدالت ہذا میں حاضر ہو کر جواب دہی کریں بصورت دیگر کارروائی یکطرفہ عمل میں لائی جائے گی۔ آج بتاریخ میرے دستخط اور مہر عدالت سے جاری ہوا۔ اشتہار برائے عدالتی نوٹس چونکہ تعمیل بطریق معمول ممکن نہ ہے لہذا بذریعہ اشتہار اخبار ہذا آپ کو اطلاع دی	[363, 323, 496, 409]
notice-number-badge: اشتہار نمبر 42	[364, 480, 464, 498]
notice-header-bar	[742, 689, 775, 705]
notice	[501, 24, 636, 41]
court-date: 14/09/2024	[948, 735, 999, 745]
notice-header	[642, 825, 775, 843]
notice-number-badge: اشتہار نمبر 61	[93, 691, 193, 709]
notice-header-bar	[193, 409, 217, 425]
notice-header	[642, 622, 775, 640]
notice-title: بعدالت جناب سینئر سول جج صاحب ایبٹ آباد	[922, 685, 1025, 719]
notice-body-text: اشتہار برائے عدالتی نوٹس چونکہ تعمیل بطریق معمول ممکن نہ ہے لہذا بذریعہ اشتہار اخبار ہذا آپ کو اطلاع دی جاتی ہے کہ آپ مورخہ مقررہ کو بوقت دس بجے صبح اصالتاً یا وکالتاً عدالت ہذا میں حاضر ہو کر جواب دہی کریں بصورت دیگر کارروائی یکطرفہ عمل میں لائی جائے گی۔ آج بتاریخ میرے دستخط اور مہر عدالت سے جاری ہوا۔ اشتہار برائے عدالتی نوٹس چونکہ تعمیل بطریق معمول ممکن نہ ہے لہذا بذریعہ اشتہار اخبار ہذا آپ کو اطلاع دی جاتی ہے کہ آپ مورخہ مقررہ کو بوقت دس بجے صبح اصالتاً یا وکالتاً عدالت ہذا میں حاضر ہو کر جواب دہی کریں بصورت دیگر کارروائی یکطرفہ عمل میں لائی جائے گی۔ آج بتاریخ میرے دستخط اور مہر عدالت سے جاری ہوا۔ اشتہ	[915, 759, 1032, 906]
notice-header-bar	[602, 636, 635, 652]
notice-header	[1042, 171, 1197, 189]
notice-number-badge: اشتہار نمبر 27	[502, 45, 602, 63]
notice-body-text: اشتہار برائے عدالتی نوٹس چونکہ تعمیل بطریق معمول ممکن نہ ہے لہذا بذریعہ اشتہار اخبار ہذا آپ کو اطلاع دی جاتی ہے کہ آپ مورخہ مقررہ کو بوقت دس بجے صبح اصالتاً یا وکالتاً عدالت ہذا میں حاضر ہو کر جواب دہی کریں بصورت دیگر کارروائی یکطرفہ عمل میں لائی جائے گی۔ آج بتاریخ میرے دستخط اور مہر عدالت سے جاری ہوا۔ اشتہار برائے عدالتی نوٹس چونکہ تعمیل بطریق معمول ممکن نہ ہے لہذا بذریعہ اشتہار اخبار ہذا آپ کو اطلاع دی جاتی ہے کہ آپ مورخہ مقررہ کو بوقت دس بجے صبح اصالتاً یا وکالتاً عدالت ہذا میں حاضر ہو کر جواب دہی کریں بصورت دیگر کارروائی یکطرفہ عمل می	[781, 24, 906, 144]
notice-header-bar	[602, 45, 635, 61]
issue-date: روزنامہ محاسب ایبٹ آباد ہفتہ 09 نومبر 2024ء	[919, 6, 1200, 20]
notice-number-badge: اشتہار نمبر 50	[224, 258, 324, 276]
notice-number-badge: اشتہار نمبر 2	[1042, 112, 1134, 130]
notice-header-bar	[602, 720, 635, 736]
notice-body-text: اشتہار برائے عدالتی نوٹس چونکہ تعمیل بطریق معمول ممکن نہ ہے لہذا بذریعہ اشتہار اخبار ہذا آپ کو اطلاع دی جاتی ہے کہ آپ مورخہ مقررہ کو بوقت دس بجے صبح اصالتاً یا وکالتاً عدالت ہذا میں حاضر ہو کر جواب دہی کریں بصورت دیگر کارروائی یکطرفہ عمل میں لائی جائے گی۔ آج بتاریخ میرے دستخط اور مہر عدالت سے جاری ہوا۔ اشتہار برائے عدالتی نوٹس چونکہ تعمیل بطریق معمول ممکن نہ ہے لہذا بذریعہ اشتہار اخبار ہذا آپ کو اطلاع دی جاتی ہے کہ آپ مورخہ مقررہ کو بوقت دس بجے صبح اصالتاً یا وکالتاً عدالت ہذا میں حاضر ہو کر جواب دہی کریں بصورت دیگر کارروائی یکطرفہ عمل می	[363, 676, 496, 788]
notice	[363, 1234, 496, 1366]
notice-body-text: اشتہار برائے عدالتی نوٹس چونکہ تعمیل بطریق معمول ممکن نہ ہے لہذا بذریعہ اشتہار اخبار ہذا آپ کو اطلاع دی جاتی ہے کہ آپ مورخہ مقررہ کو بوقت دس بجے صبح اصالتاً یا وکالتاً عدالت ہذا میں حاضر ہو کر جواب دہی کریں بصورت دیگر کارروائی یکطرفہ عمل میں لائی جائے گی۔ آج بتاریخ میرے دستخط اور مہر عدالت سے جاری ہوا۔ اشتہار برائے عدالتی نوٹس چونکہ تعمیل بطریق معمول ممکن نہ ہے لہذا بذریعہ اشتہار اخبار ہذا آپ کو اطلاع دی جاتی ہے کہ آپ مورخہ مقررہ کو بوقت دس بجے صبح اصالتاً یا وکالتاً عدالت ہذا میں حاضر ہو کر جواب دہی کریں بصورت دیگر کارروائی یکطرفہ عمل می	[501, 65, 636, 177]
notice-title: بعدالت جناب سول جج صاحب ایبٹ آباد	[1048, 487, 1191, 510]
notice-body-text: اشتہار برائے عدالتی نوٹس چونکہ تعمیل بطریق معمول ممکن نہ ہے لہذا بذریعہ اشتہار اخبار ہذا آپ کو اطلاع دی جاتی ہے کہ آپ مورخہ مقررہ کو بوقت دس بجے صبح اصالتاً یا وکالتاً عدالت ہذا میں حاضر ہو کر جواب دہی کریں بصورت دیگر کارروائی یکطرفہ عمل میں لائی جائے گی۔ آج بتاریخ میرے دستخط اور مہر عدالت سے جاری ہوا۔ اشتہار برائے عدالتی نوٹس چونکہ تعمیل بطریق معمول ممکن نہ ہے لہذا بذریعہ اشتہار اخبار ہذا آپ کو اطلاع دی جاتی ہے کہ آپ مورخہ مقررہ کو بوقت دس بجے صبح اصالتاً یا وکالتاً عدالت ہذا میں حاضر ہو کر جواب دہی کریں بصورت دیگر کارروائی یکطرفہ عمل میں لائی جائے گی۔ آج بتاریخ میرے دستخط اور مہر عدالت سے جاری ہوا۔ اشتہار برائے عدالتی نوٹس چونکہ تعمیل بطریق معمول ممکن نہ ہے لہذا بذریعہ اشتہار اخبار ہذا آپ کو اطلاع دی جاتی ہے کہ آپ مورخہ مقررہ کو بوقت دس بجے صبح اصالتاً یا وکالتاً عدالت ہذا میں حاضر ہو کر جواب دہی کریں بصورت دیگر کارروائی یکطرفہ عمل میں لائی جائے گی۔ آج بتاریخ میرے دستخط اور مہر عدالت سے جاری ہوا۔ اشتہار برائے عدالتی نوٹس چونکہ تعمیل بطریق معمول ممکن نہ ہے لہذا بذریعہ اشتہار اخبار ہذا آپ کو اطلاع دی جاتی ہے کہ آپ مورخہ مقررہ کو بوقت دس بجے صبح اصالتاً یا وکالتاً عدالت ہذا میں حاضر ہو کر جواب دہی کریں بصورت دیگر کارروائی یکطرفہ عمل میں لائی جائے گی۔ آج بتاریخ میرے دستخط اور مہر عدالت سے جاری ہوا۔ اشتہار برائے عدالتی نوٹس چونکہ تعمیل بطریق معمول ممکن نہ ہے لہذا بذریعہ اشتہار اخبار ہذا آپ کو اطلاع دی جاتی ہے کہ آپ مورخہ مقررہ کو بوقت دس بجے صبح اصالتاً یا وکالتاً عدالت ہذا میں حاضر ہو کر جواب دہی کریں بصورت دیگر کارروائی یکطرفہ عمل میں لائی جائے گی۔ آج بتاریخ میرے دستخط اور	[911, 211, 1036, 529]
notice-header-bar	[324, 683, 357, 699]
notice-body-text: اشتہار برائے عدالتی نوٹس چونکہ تعمیل بطریق معمول ممکن نہ ہے لہذا بذریعہ اشتہار اخبار ہذا آپ کو اطلاع دی جاتی ہے کہ آپ مورخہ مقررہ کو بوقت دس بجے صبح اصالتاً یا وکالتاً عدالت ہذا میں حاضر ہو کر جواب دہی کریں بصورت دیگر کارروائی یکطرفہ عمل میں لائی جائے گی۔ آج بتاریخ میرے دستخط اور مہر عدالت سے جاری ہوا۔ اشتہار برائے عدالتی نوٹس چونکہ تعمیل بطریق معمول ممکن نہ ہے لہذا بذریعہ اشتہار اخبار ہذا آپ کو اطلاع دی جاتی ہے کہ آپ مورخہ مقررہ کو بوقت دس بجے صبح اصالتاً یا وکالتاً عدالت ہذا میں حاضر ہو کر جواب دہی کریں بصورت دیگر کارروائی یکطرفہ عمل میں لائی جائے گی۔ آج بتاریخ میرے دستخط اور مہر عدالت سے جاری ہوا۔ اشتہار برائے عدالتی نوٹس چونکہ تعمیل بطریق معمول ممکن نہ ہے لہذا بذریعہ اشتہار اخبار ہذا آپ کو اطلاع دی جاتی ہے کہ آپ مورخہ مقررہ کو بوقت دس بجے صبح اصالتاً یا وکالتاً عدالت ہذا میں حاضر ہو کر جواب دہی کریں بصورت دیگر کارروائی یکطرفہ عمل میں لائی جائے گی۔ آج بتاریخ میرے دستخط اور مہر عدالت سے جاری ہوا۔ اشتہار برائے عدالتی نوٹس چونکہ تعمیل بطریق معمول ممکن نہ ہے لہذا بذریعہ اشتہار اخبار ہذا آپ کو اطلاع دی جاتی ہے کہ آپ مورخہ مقررہ کو بوقت دس بجے صبح اصالتاً یا وکالتاً عدالت ہذا میں حاضر ہو کر جواب دہی کریں بصورت دیگر کارروائی یکطرفہ عمل میں لا	[781, 864, 906, 1113]
masthead	[90, 6, 1200, 20]
notice-number-badge: اشتہار نمبر 46	[364, 1031, 464, 1049]
notice-header	[364, 657, 495, 675]
column-8	[1038, 24, 1200, 1792]
notice	[641, 1301, 776, 1459]
notice-header	[1042, 112, 1197, 130]
notice-number-badge: اشتہار نمبر 58	[224, 1378, 324, 1396]
notice-header	[224, 616, 357, 634]
notice	[92, 109, 218, 199]
notice-header	[642, 504, 775, 522]
notice	[223, 827, 358, 1062]
notice-header	[502, 720, 635, 738]
notice	[641, 689, 776, 821]
notice-number-badge: اشتہار نمبر 52	[224, 616, 324, 634]
notice-header-bar	[464, 793, 495, 809]
notice-header-bar	[882, 844, 905, 860]
notice-body-text: اشتہار برائے عدالتی نوٹس چونکہ تعمیل بطریق معمول ممکن نہ ہے لہذا بذریعہ اشتہار اخبار ہذا آپ کو اطلاع د	[641, 24, 776, 50]
notice-header	[224, 1066, 357, 1084]
notice-body-text: اشتہار برائے عدالتی نوٹس چونکہ تعمیل بطریق معمول ممکن نہ ہے لہذا بذریعہ اشتہار اخبار ہذا آپ کو اطلاع دی جاتی ہے کہ آپ مورخہ مقررہ کو بوقت دس بجے صبح اصالتاً یا وکالتاً عدالت ہذا میں حاضر ہو کر جواب دہی کریں بصورت دیگر کارروائی یکطرفہ عمل میں لائی جائے گی۔ آج بتاریخ میرے دستخط اور مہر عدالت سے جاری ہوا۔ اشتہار برائے عدالتی نوٹس چونکہ تعمیل بطریق معمول ممکن نہ ہے لہذا بذریعہ اشتہار اخبار ہذا آپ کو اطلاع دی جاتی ہے کہ آپ مورخہ مقررہ کو بوقت دس بجے صبح اصالتاً یا وکالتاً عدالت ہذا میں حاضر ہو کر جواب دہی کریں بصورت دیگر کارروائی یکطرفہ عمل میں لائی جائے گی۔ آج بتاریخ میرے دستخط اور مہر عدالت سے جاری ہوا۔ اشتہار برائے عدالتی نوٹس چونکہ تعمیل بطریق معمول ممکن نہ ہے لہذا بذریعہ اشتہار اخبار ہذا آپ کو اطلاع دی جاتی ہے کہ آپ مورخہ مقررہ کو بوقت دس بجے صبح اصالتاً یا وکالتاً عدالت ہذا میں حاضر ہو کر جواب دہی کریں بصورت دیگر کارروائی یکطرفہ عمل میں لائی جائے گی۔ آج بتاریخ میرے دستخط اور مہر عدالت سے جاری ہوا۔ اشتہار برائے عدالتی نوٹس چونکہ تعمیل بطریق معمول ممکن نہ ہے لہذا بذریعہ اشتہار اخبار ہذا آپ کو اطلاع دی جاتی ہے کہ آپ مورخہ مقررہ کو بوقت دس بجے صبح اصالتاً یا وکالتاً عدالت ہذا میں حاضر ہو کر جواب دہی کریں بصورت دیگر کارروائی یکطرفہ عمل میں لائی جائے گی۔ آج بتاریخ میرے دستخط اور مہر عدالت سے جاری ہوا۔ اشتہار برائے عدالتی نوٹس چونکہ تعمیل بطریق معمول ممکن نہ ہے لہذا بذریعہ اشتہار اخبار ہذا آپ کو اطلاع دی جاتی ہے کہ آپ مورخہ مقررہ کو بوقت دس بجے	[1045, 511, 1194, 752]
notice-body-text: اشتہار برائے عدالتی نوٹس چونکہ تعمیل بطریق معمول ممکن نہ ہے لہذا بذریعہ اشتہار اخبار ہذا آپ کو اطلاع دی جاتی ہے کہ آپ مورخہ مقررہ کو بوقت دس بجے صبح اصالتاً یا وکالتاً عدالت ہذا میں حاضر ہو کر جواب دہی کریں بصورت دیگر کارروائی یکطرفہ عمل میں لائی جائے گی۔ آج بتاریخ میرے دستخط اور مہر عدالت سے جاری ہوا۔ اشتہار برائے عدالتی نوٹس چونکہ تعمیل	[1041, 48, 1198, 108]
notice-header	[642, 54, 775, 72]
notice	[92, 1203, 218, 1266]
notice-header-bar	[742, 622, 775, 638]
notice-number-badge: اشتہار نمبر 20	[642, 504, 742, 522]
notice-number-badge: اشتہار نمبر 35	[502, 779, 602, 797]
notice-number-badge: اشتہار نمبر 29	[502, 403, 602, 421]
notice-header-bar	[464, 480, 495, 496]
notice	[501, 181, 636, 399]
notice-header	[224, 258, 357, 276]
notice-signature: منجانب: محمد الیاس ولد محمد ارشاد ساکن کلی	[96, 178, 214, 196]
notice	[92, 409, 218, 687]
notice-body-text: اشتہار برائے عدالتی نوٹس چونکہ تعمیل بطریق معمول ممکن نہ ہے لہذا بذریعہ اشتہار اخبار ہذا آپ کو اطلاع دی جاتی ہے کہ آپ مورخہ مقررہ کو بوقت دس بجے صبح اصالتاً یا وکالتاً عدالت ہذا میں حاضر ہو کر جواب دہی کر	[96, 127, 214, 179]
column-3	[360, 24, 498, 1792]
notice-header	[502, 1237, 635, 1255]
notice-number-badge: اشتہار نمبر 10	[782, 215, 882, 233]
notice-header	[642, 342, 775, 360]
notice	[781, 299, 906, 362]
notice	[223, 1378, 358, 1639]
notice-body-text: اشتہار برائے عدالتی نوٹس چونکہ تعمیل بطریق معمول ممکن نہ ہے لہذا بذریعہ اشتہار اخبار ہذا آپ کو اطلاع دی جاتی ہے کہ آپ مورخہ مقررہ کو بوقت دس بجے صبح اصالتاً یا وکالتاً عدالت ہذا میں حاضر ہو کر جواب دہی کریں بصورت دیگر کارروائی یکطرفہ عمل میں لائی جائے گی۔ آج بتاریخ میرے دستخط اور مہر عدالت سے جاری ہوا۔ اشتہار برائے عدالتی نوٹس چونکہ تعمیل بطریق معمول ممکن نہ ہے لہذا بذریعہ اشتہار اخبار ہذا آپ کو اطلاع دی جاتی ہے کہ آپ مورخہ مقررہ کو بوقت دس بجے صبح اصالتاً یا وکالتاً عدال	[363, 1135, 496, 1230]
notice	[781, 494, 906, 841]
notice-number-badge: اشتہار نمبر 64	[93, 1270, 193, 1288]
notice-number-badge: اشتہار نمبر 22	[642, 689, 742, 707]
notice-number-badge: اشتہار نمبر 60	[93, 409, 193, 427]
notice-header-bar	[882, 366, 905, 382]
notice-header	[642, 1301, 775, 1319]
notice-header	[224, 683, 357, 701]
notice-header-bar	[1134, 246, 1197, 262]
notice-number-badge: اشتہار نمبر 56	[224, 1253, 324, 1271]
notice-header-bar	[324, 1311, 357, 1327]
notice-header-bar	[602, 1127, 635, 1143]
notice	[223, 258, 358, 450]
notice	[92, 1025, 218, 1200]
notice-header	[364, 413, 495, 431]
notice-body-text: اشتہار برائے عدالتی نوٹس چونکہ تعمیل بطریق معمول ممکن نہ ہے لہذا بذریعہ اشتہار اخبار ہذا آپ کو اطلاع دی جاتی ہے کہ آپ مورخہ مقررہ کو بوق	[501, 798, 636, 833]
notice-body-text: اشتہار برائے عدالتی نوٹس چونکہ تعمیل بطریق معمول ممکن نہ ہے لہذا بذریعہ اشتہار اخبار ہذا آپ کو اطلاع دی جاتی ہے کہ آپ مورخہ مقررہ کو بوقت دس بجے صبح اصالتاً یا وکالتاً عدالت ہذا میں حاضر ہو کر جواب دہی کر	[363, 432, 496, 476]
notice-number-badge: اشتہار نمبر 13	[782, 494, 882, 512]
notice-header-bar	[602, 461, 635, 477]
notice-header-bar	[324, 454, 357, 470]
notice	[92, 201, 218, 270]
notice-body-text: اشتہار برائے عدالتی نوٹس چونکہ تعمیل بطریق معمول ممکن نہ ہے لہذا بذریعہ اشتہار اخبار ہذا آپ کو اطلاع دی جاتی ہے کہ آپ مورخہ مقررہ کو بوقت دس بجے صبح اصالتاً یا وکالتاً عدالت ہذا میں حاضر ہو کر جواب دہی کر	[641, 642, 776, 685]
notice	[641, 1098, 776, 1135]
notice-header	[502, 636, 635, 654]
notice-body-text: اشتہار برائے عدالتی نوٹس چونکہ تعمیل بطریق معمول ممکن نہ ہے لہذا بذریعہ اشتہار اخبار ہذا آپ کو اطلاع دی جاتی ہے کہ آپ مورخہ مقررہ کو بوقت دس بجے صبح اصالتاً یا وکالتاً عدالت ہذا میں حاضر ہو کر جواب دہی کر	[92, 1223, 218, 1266]
notice-header	[224, 454, 357, 472]
notice-header	[912, 533, 1035, 551]
notice-body-text: اشتہار برائے عدالتی نوٹس چونکہ تعمیل بطریق معمول ممکن نہ ہے لہذا بذریعہ اشتہار اخبار ہذا آپ کو اطلاع دی جاتی ہے کہ آپ مورخہ مقررہ کو بوقت دس بجے صبح اصالتاً یا وکالتاً عدالت ہذا میں حاضر ہو کر جواب دہی کریں بصورت دیگر کارروائی یکطرفہ عمل میں لائی جائے گی۔ آج بتاریخ میرے دستخط اور مہر عدالت سے جاری ہوا۔ اشتہار برائے عدالتی نوٹس چونکہ تعمیل بطریق معمول ممکن نہ ہے لہذا بذریعہ اشتہار اخبار ہذا آپ کو اطلاع دی جاتی ہے کہ آپ مورخہ مقررہ کو بوقت دس بجے صبح اصالتاً یا وکالتاً عدالت ہذا میں حاضر ہو کر جواب دہی کریں بصورت دیگر کارروائی یکطرفہ عمل میں لائی جائے گی۔ آج بتاریخ میرے دستخط اور مہر عدالت سے جاری ہوا۔ اشتہار برائے عدالتی نوٹس چونکہ تعمیل بطریق معمول ممکن نہ ہے لہذا بذریعہ اشتہار اخبار ہذا آپ کو اطلاع دی جاتی ہے کہ آپ مورخہ مقررہ کو بوقت دس بجے صبح اصالتاً یا وکالتاً عدالت ہذا میں حاضر ہو کر جواب دہی کریں بصورت دیگر کارروائی یکطرفہ عمل میں لائی جائے گی۔ آج بتاریخ میرے دستخط اور مہر عدالت سے جاری ہوا۔ اشتہار برائے عدالتی نوٹس چونکہ تعمیل بطریق معمول ممکن نہ ہے لہذا بذریعہ اشتہار اخبار ہذا آپ کو اطلاع دی جاتی	[641, 73, 776, 271]
notice-title: اعلان عام	[131, 114, 179, 126]
notice-body-text: اشتہار برائے عدالتی نوٹس چونکہ تعمیل بطریق معمول ممکن نہ ہے لہذا بذریعہ اشتہار اخبار ہذا آپ کو اطلاع دی جاتی ہے کہ آپ مورخہ مقررہ کو بوقت دس بجے صبح اصالتاً یا وکالتاً عدالت ہذا میں حاضر ہو کر جواب دہی کریں بصورت دیگر کارروائی یکطرفہ عمل میں لائی جائے گی۔ آج بتاریخ میرے دستخط اور مہر عدالت سے جاری ہوا۔ اشتہار برائے عدالتی نوٹس چونکہ تعمیل بطریق معمول ممکن نہ ہے لہذا بذریعہ اشتہار اخبار ہذا آپ کو اطلاع دی جاتی ہے کہ آپ مورخہ مقررہ کو بوقت دس بجے صبح اصالتاً یا وکالتاً عدالت ہذا میں حاضر ہو کر جواب دہی کریں بصورت دیگر کارروائی یکطرفہ عمل میں لائی جائے گی۔ آج بتاریخ میرے دستخط اور مہر عدالت سے جاری ہوا۔ اشتہ	[223, 702, 358, 823]
judge-signature: دستخط حاکم مہر عدالت	[1049, 752, 1127, 761]
notice-header-bar	[742, 1301, 775, 1317]
notice-number-badge: اشتہار نمبر 36	[502, 837, 602, 855]
notice-body-text: اشتہار برائے عدالتی نوٹس چونکہ تعمیل بطریق معمول ممکن نہ ہے لہذا بذریعہ اشتہار اخبار ہذا آپ کو اطلاع دی جاتی ہے کہ آپ مورخہ مقررہ کو بوقت دس بجے صبح اصالتاً یا وکالتاً عدالت ہذا میں حاضر ہو کر جواب دہی کریں بصورت دیگر کارروائی یکطرفہ عمل میں لائی جائے گی۔ آج بتاریخ میرے د	[501, 656, 636, 716]
notice	[781, 215, 906, 295]
notice-header	[782, 366, 905, 384]
notice-header-bar	[1134, 112, 1197, 128]
notice	[92, 26, 218, 107]
notice-body-text: اشتہار برائے عدالتی نوٹس چونکہ تعمیل بطریق معمول ممکن نہ ہے لہذا بذریعہ اشتہار اخبار ہذا آپ کو اطلاع دی جاتی ہے کہ آپ مورخہ مقررہ کو بوقت دس بجے صبح اصالتاً یا وکالتاً عدالت ہذا میں حاضر ہو کر جواب دہی کر	[911, 594, 1036, 637]
notice-body-text: اشتہار برائے عدالتی نوٹس چونکہ تعمیل بطریق معمول ممکن نہ ہے لہذا بذریعہ اشتہار اخبار ہذا آپ کو اطلاع دی جاتی ہے کہ آپ مورخہ مقررہ کو بوقت دس بجے صبح اصالتاً یا وکالتاً عدالت ہذا میں حاضر ہو کر جواب دہی کریں بصورت دیگر کارروائی یکطرفہ عمل میں لائی جائے گی۔ آج بتاریخ میرے دستخط اور مہر عدالت سے جاری ہوا۔ اشتہار برائے عدالتی نوٹس چونکہ تعمیل بطریق معمول ممکن نہ ہے لہذا بذریعہ اشتہار اخبار ہذا آپ کو اطلاع دی جاتی ہے کہ آپ مورخہ مقررہ کو بوقت دس بجے صبح اصالتاً یا وکالتاً عدالت ہذا میں حاضر ہو کر جواب دہی کریں بصورت دیگر کارروائی یکطرفہ عمل می	[641, 709, 776, 821]
notice-header	[93, 409, 217, 427]
notice	[781, 1117, 906, 1300]
notice-number-badge: اشتہار نمبر 53	[224, 683, 324, 701]
notice-header-bar	[882, 1305, 905, 1321]
notice	[641, 1140, 776, 1298]
notice-header-bar	[464, 1031, 495, 1047]
notice	[92, 691, 218, 1020]
notice-header	[364, 1234, 495, 1252]
notice-body-text: اشتہار برائے عدالتی نوٹس چونکہ تعمیل بطریق معمول ممکن نہ ہے لہذا بذریعہ اشتہار اخبار ہذا آپ کو اطلاع دی جاتی ہے کہ آپ مورخہ مقررہ کو بوقت دس بجے صبح اصالتاً یا وکالتاً عدالت ہذا میں حاضر ہو کر جواب دہی کریں بصورت دیگر کارروائی یکطرفہ عمل میں لائی جائے گی۔ آج بتاریخ میرے دستخط اور مہر عدالت سے جاری ہوا۔ اشتہار برائے عدالتی نوٹس چونکہ تعمیل بطریق معمول ممکن نہ ہے لہذا بذریعہ اشتہار اخبار ہذا آپ کو اطلاع دی جاتی ہے کہ آپ مورخہ مقررہ کو بوقت دس بجے صبح اصالتاً یا وکالتاً عدالت ہذا میں حاضر ہو کر جواب دہی کریں بصورت دیگر کارروائی یکطرفہ عمل میں لائی جائے گی۔ آج بتاریخ میرے دستخط اور مہر عدالت سے جاری ہوا۔ اشتہار برائے عدالتی نوٹس چونکہ تعمیل بطریق معمول ممکن نہ ہے لہذا بذریعہ اشتہار اخبار ہذا آپ کو اطلاع دی جاتی ہے کہ آپ مورخہ مقررہ کو بوقت دس	[92, 1044, 218, 1199]
notice-header-bar	[324, 1253, 357, 1269]
notice-body-text: اشتہار برائے عدالتی نوٹس چونکہ تعمیل بطریق معمول ممکن نہ ہے لہذا بذریعہ اشتہار اخبار ہذا آپ کو اطلاع دی جاتی ہے کہ آپ مورخہ مقررہ کو بوقت دس بجے صبح اصالتاً یا وکالتاً عدالت ہذا میں حاضر ہو کر جواب دہی کریں بصورت دیگر کارروائی یکطرفہ عمل میں لائی جائے گی۔ آج بتاریخ میرے د	[363, 1051, 496, 1111]
notice-body-text: اشتہار برائے عدالتی نوٹس چونکہ تعمیل بطریق معمول ممکن نہ ہے لہذا بذریعہ اشتہار اخبار ہذا آپ کو اطلاع دی جاتی ہے کہ آپ مورخہ مقررہ کو بوقت دس بجے صبح اصالتاً یا وکالتاً عدالت ہذا میں حاضر ہو کر جواب دہی کریں بصورت دیگر کارروائی یکطرفہ عمل میں لائی جائے گی۔ آج بتاریخ میرے دستخط اور مہر عدالت سے جاری ہوا۔ اشتہار برائے عدالتی نوٹس چونکہ تعمیل بطریق معمول ممکن نہ ہے لہذا بذریعہ اشتہار اخبار ہذا آپ کو اطلاع دی جاتی ہے کہ آپ مورخہ مقررہ کو بوقت دس بجے صبح اصالتاً یا وکالتاً عدالت ہذا میں حاضر ہو کر جواب دہی کریں بصورت دیگر کارروائی یکطرفہ عمل میں لائی جائے گی۔ آج بتاریخ میرے دستخط اور مہر عدالت سے جاری ہوا۔ اشتہار برائے عدالتی نوٹس چونکہ تعمیل بطریق معمول ممکن نہ ہے لہذا بذریعہ اشتہار اخبار ہذا آپ کو اطلاع دی جاتی ہے کہ آپ مورخہ مقررہ کو بوقت دس بجے صبح اصالتاً یا وکالتاً عدالت ہذا میں حاضر ہو کر جواب دہی کریں بصورت دیگر کارروائی یکطرفہ عمل میں لائی جائے گی۔ آج بتاریخ میرے دستخط	[223, 278, 358, 450]
notice	[1041, 483, 1198, 764]
notice-header	[93, 1025, 217, 1043]
notice	[501, 636, 636, 716]
notice-header	[782, 1117, 905, 1135]
court-date: 19/11/2024	[948, 975, 999, 985]
notice-header	[502, 519, 635, 537]
notice-header-bar	[464, 657, 495, 673]
notice-number-badge: اشتہار نمبر 15	[782, 1117, 882, 1135]
notice-header-bar	[193, 691, 217, 707]
notice-header-bar	[1004, 574, 1035, 590]
notice	[911, 24, 1036, 187]
notice-header-bar	[874, 148, 905, 164]
notice-header-bar	[1004, 533, 1035, 549]
notice-body-text: اشتہار برائے عدالتی نوٹس چونکہ تعمیل بطریق معمول ممکن نہ ہے لہذا بذریعہ اشتہار اخبار ہذا آپ کو اطلاع دی جاتی ہے کہ آپ مورخہ مقررہ کو بوقت دس بجے صبح اصالتاً یا وکالتاً عدالت ہذا میں حاضر ہو کر جواب دہی کریں بصورت دیگر کارروائی یکطرفہ عمل میں لائی جائے گی۔ آج بتاریخ میرے دستخط اور مہر عدالت سے جاری ہوا۔ اشتہار برائے عدالتی نوٹس چونکہ تعمیل بطریق معمول ممکن نہ ہے لہذا بذریعہ اشتہار اخبار ہذا آپ کو اطلاع دی جاتی ہے کہ آپ مورخہ مقررہ کو بوقت دس بجے صبح اصالتاً یا وکالتاً عدالت ہذا میں حاضر ہو کر جواب دہی کریں بصورت دیگر کارروائی یکطرفہ عمل میں لائی جائے گی۔ آج بتاریخ میرے دستخط اور مہر عدالت سے جاری ہوا۔ اشتہار برائے عدالتی نوٹس چونکہ تعمیل بطریق معمول ممکن نہ ہے لہذا بذریعہ اشتہار اخبار ہذا آپ کو اطلاع دی جاتی ہے کہ آپ مورخہ مقررہ کو بوقت دس بجے صبح اصالتاً یا وکالتاً عدالت ہذا میں حاضر ہو کر جواب دہی کریں بصورت دیگر کارروائی یکطرفہ عمل میں لائی جائے گی۔ آج بتاریخ میرے دستخط اور مہر عدالت سے جاری ہوا۔ اشتہار برائے عدالتی نوٹس چونکہ تعمیل بطر	[915, 986, 1032, 1201]
